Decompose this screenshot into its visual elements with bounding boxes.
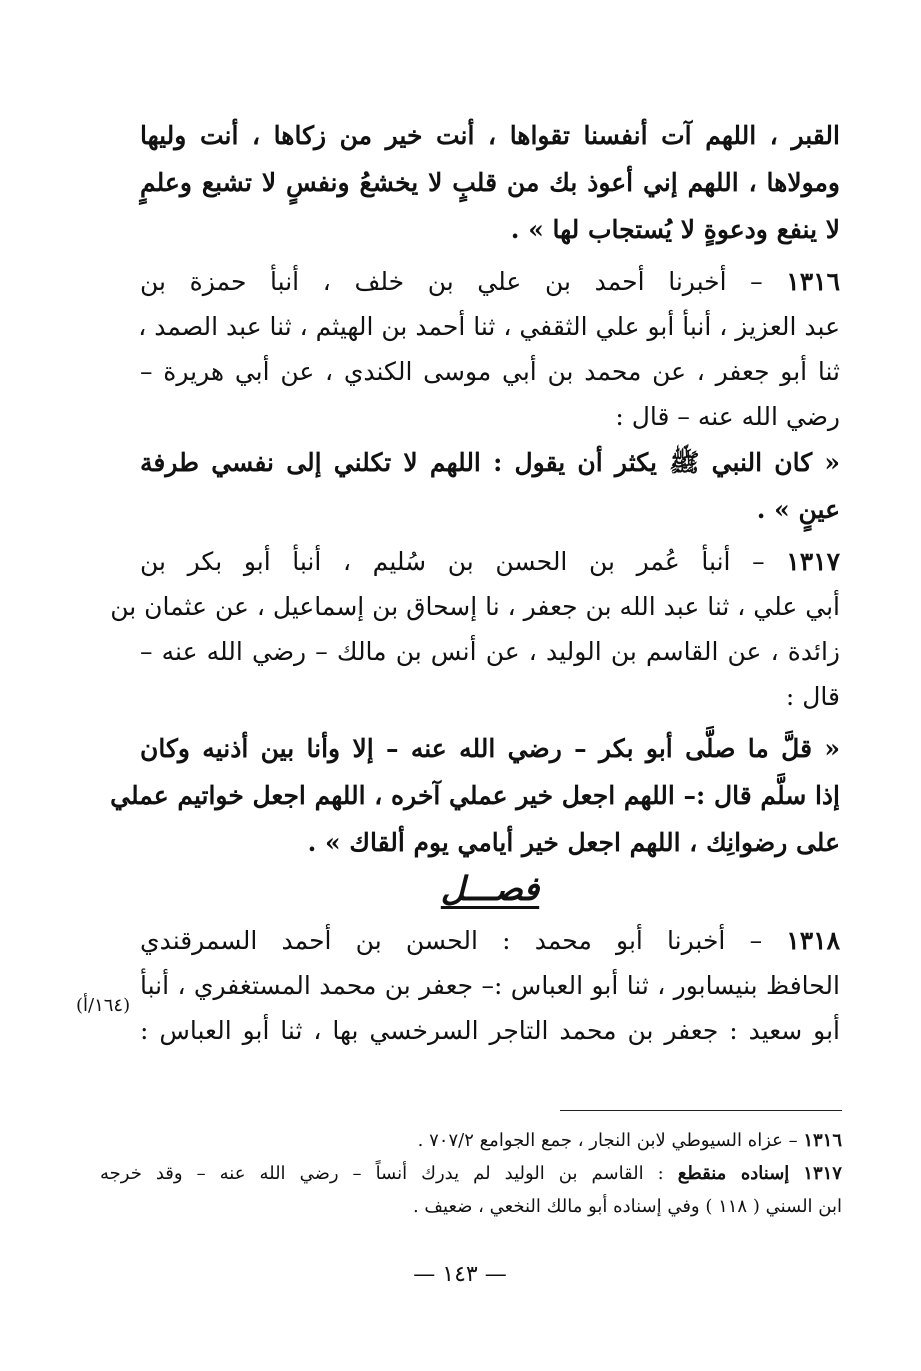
text-line: أبو سعيد : جعفر بن محمد التاجر السرخسي بها ، ثنا أبو العباس : [140,1016,840,1045]
hadith-number: ١٣١٧ [786,547,840,576]
text-line: أبي علي ، ثنا عبد الله بن جعفر ، نا إسحاق بن إسماعيل ، عن عثمان بن [110,592,840,621]
hadith-number: ١٣١٨ [786,926,840,955]
hadith-1316-line: ١٣١٦ – أخبرنا أحمد بن علي بن خلف ، أنبأ حمزة بن [140,267,841,296]
hadith-number: ١٣١٦ [786,267,841,296]
quote-line: على رضوانِك ، اللهم اجعل خير أيامي يوم ألقاك » . [307,828,840,857]
text-line: لا ينفع ودعوةٍ لا يُستجاب لها » . [510,215,840,244]
text-line: الحافظ بنيسابور ، ثنا أبو العباس :– جعفر بن محمد المستغفري ، أنبأ [140,971,840,1000]
page-number: — ١٤٣ — [413,1262,507,1287]
margin-reference: (١٦٤/أ) [76,995,131,1016]
footnote-separator [560,1110,842,1111]
quote-line: « كان النبي ﷺ يكثر أن يقول : اللهم لا تكلني إلى نفسي طرفة [140,448,840,477]
footnotes [100,1124,842,1223]
text-line: ثنا أبو جعفر ، عن محمد بن أبي موسى الكندي ، عن أبي هريرة – [140,357,840,386]
text-line: زائدة ، عن القاسم بن الوليد ، عن أنس بن مالك – رضي الله عنه – [140,637,840,666]
quote-line: إذا سلَّم قال :– اللهم اجعل خير عملي آخره ، اللهم اجعل خواتيم عملي [110,781,840,810]
hadith-1317-line: ١٣١٧ – أنبأ عُمر بن الحسن بن سُليم ، أنبأ أبو بكر بن [140,547,840,576]
footnote-number: ١٣١٦ [803,1130,842,1151]
footnote-label: إسناده منقطع [677,1163,790,1184]
footnote-number: ١٣١٧ [803,1163,842,1184]
quote-line: عينٍ » . [756,495,840,524]
footnote-1316: ١٣١٦ – عزاه السيوطي لابن النجار ، جمع الجوامع ٧٠٧/٢ . [417,1130,842,1151]
text-line: عبد العزيز ، أنبأ أبو علي الثقفي ، ثنا أحمد بن الهيثم ، ثنا عبد الصمد ، [138,312,840,341]
footnote-1317-cont: ابن السني ( ١١٨ ) وفي إسناده أبو مالك النخعي ، ضعيف . [412,1196,842,1217]
text-line: رضي الله عنه – قال : [615,402,840,431]
main-text [110,112,841,1053]
footnote-1317: ١٣١٧ إسناده منقطع : القاسم بن الوليد لم يدرك أنساً – رضي الله عنه – وقد خرجه [100,1163,842,1184]
text-line: قال : [785,682,840,711]
section-heading: فصـــل [440,869,540,908]
text-line: ومولاها ، اللهم إني أعوذ بك من قلبٍ لا يخشعُ ونفسٍ لا تشبع وعلمٍ [140,168,840,197]
text-line: القبر ، اللهم آت أنفسنا تقواها ، أنت خير من زكاها ، أنت وليها [140,121,840,150]
hadith-1318-line: ١٣١٨ – أخبرنا أبو محمد : الحسن بن أحمد السمرقندي [140,926,840,955]
quote-line: « قلَّ ما صلَّى أبو بكر – رضي الله عنه – إلا وأنا بين أذنيه وكان [140,734,840,763]
